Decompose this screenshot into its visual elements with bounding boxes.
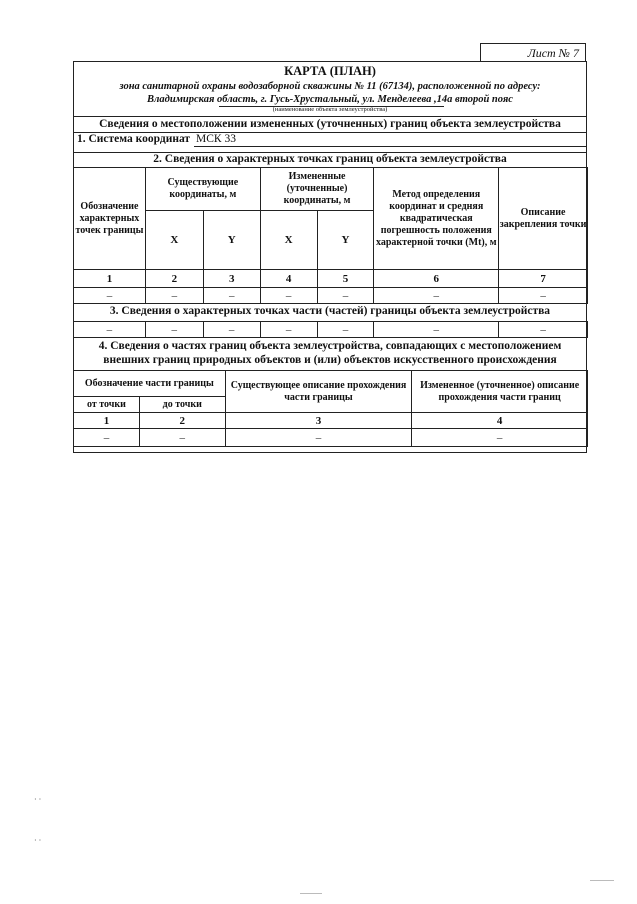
column-number: 3 xyxy=(203,270,260,288)
empty-cell: – xyxy=(317,288,374,304)
empty-cell: – xyxy=(139,429,225,447)
header-changed-coordinates: Измененные (уточненные) координаты, м xyxy=(260,168,374,211)
empty-cell: – xyxy=(203,322,260,338)
header-x: X xyxy=(145,211,203,270)
coordinate-system-label: 1. Система координат xyxy=(77,133,191,145)
column-number: 1 xyxy=(74,413,140,429)
header-y: Y xyxy=(317,211,374,270)
column-number: 4 xyxy=(260,270,317,288)
header-existing-description: Существующее описание прохождения части границы xyxy=(225,371,412,413)
header-x: X xyxy=(260,211,317,270)
empty-cell: – xyxy=(374,322,499,338)
empty-cell: – xyxy=(145,288,203,304)
empty-cell: – xyxy=(260,288,317,304)
section3-heading: 3. Сведения о характерных точках части (частей) границы объекта землеустройства xyxy=(109,305,551,317)
coordinate-system-row xyxy=(74,133,586,149)
empty-cell: – xyxy=(374,288,499,304)
section4-heading-line2: внешних границ природных объектов и (или) объектов искусственного происхождения xyxy=(103,354,557,366)
scan-speck: · · xyxy=(34,795,42,804)
empty-cell: – xyxy=(74,288,146,304)
empty-cell: – xyxy=(145,322,203,338)
empty-cell: – xyxy=(499,322,588,338)
coordinate-system-value: МСК 33 xyxy=(196,133,236,145)
header-point-designation: Обозначение характерных точек границы xyxy=(74,168,146,270)
section2-heading: 2. Сведения о характерных точках границ объекта землеустройства xyxy=(153,153,507,165)
table-row xyxy=(74,322,588,338)
sheet-number-label: Лист № 7 xyxy=(480,43,586,61)
header-existing-coordinates: Существующие координаты, м xyxy=(145,168,260,211)
scan-speck xyxy=(300,893,322,894)
header-from-point: от точки xyxy=(74,397,140,413)
empty-cell: – xyxy=(203,288,260,304)
section4-table xyxy=(73,370,588,447)
empty-cell: – xyxy=(499,288,588,304)
column-number: 3 xyxy=(225,413,412,429)
object-caption: (наименование объекта землеустройства) xyxy=(272,106,388,113)
empty-cell: – xyxy=(74,429,140,447)
empty-cell: – xyxy=(317,322,374,338)
column-number: 7 xyxy=(499,270,588,288)
table-row xyxy=(74,413,588,429)
column-number: 6 xyxy=(374,270,499,288)
column-number: 4 xyxy=(412,413,588,429)
header-changed-description: Измененное (уточненное) описание прохождения части границ xyxy=(412,371,588,413)
scan-speck xyxy=(590,880,614,881)
scan-speck: · · xyxy=(34,836,42,845)
section3-table xyxy=(73,321,588,338)
document-frame xyxy=(73,61,587,453)
document-subtitle-line2: Владимирская область, г. Гусь-Хрустальный, ул. Менделеева ,14а второй пояс xyxy=(147,94,513,105)
header-method: Метод определения координат и средняя квадратическая погрешность положения характерной точки (Mt), м xyxy=(374,168,499,270)
table-row xyxy=(74,288,588,304)
document-title: КАРТА (ПЛАН) xyxy=(284,64,376,78)
column-number: 1 xyxy=(74,270,146,288)
header-part-designation: Обозначение части границы xyxy=(74,371,226,397)
document-subtitle-line1: зона санитарной охраны водозаборной скважины № 11 (67134), расположенной по адресу: xyxy=(119,81,541,92)
empty-cell: – xyxy=(412,429,588,447)
header-y: Y xyxy=(203,211,260,270)
empty-cell: – xyxy=(74,322,146,338)
table-row xyxy=(74,270,588,288)
section4-heading-line1: 4. Сведения о частях границ объекта землеустройства, совпадающих с местоположением xyxy=(98,340,562,352)
column-number: 5 xyxy=(317,270,374,288)
column-number: 2 xyxy=(145,270,203,288)
table-row xyxy=(74,429,588,447)
header-to-point: до точки xyxy=(139,397,225,413)
empty-cell: – xyxy=(225,429,412,447)
divider xyxy=(74,116,586,117)
column-number: 2 xyxy=(139,413,225,429)
section2-table xyxy=(73,167,588,304)
header-fixing-description: Описание закрепления точки xyxy=(499,168,588,270)
main-heading: Сведения о местоположении измененных (уточненных) границ объекта землеустройства xyxy=(99,118,561,130)
empty-cell: – xyxy=(260,322,317,338)
